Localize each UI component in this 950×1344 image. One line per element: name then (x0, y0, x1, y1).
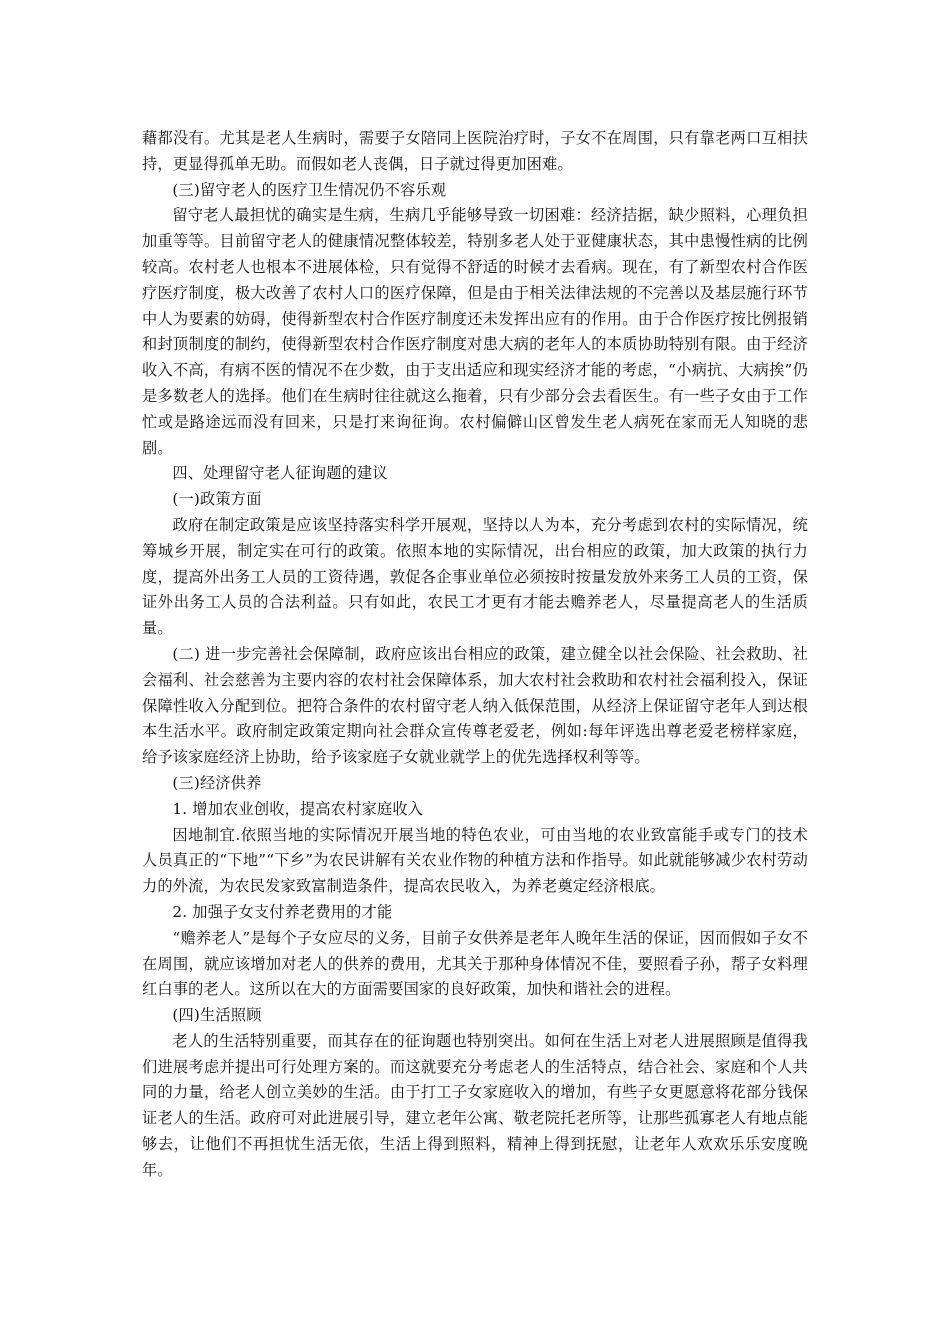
body-paragraph: (二) 进一步完善社会保障制，政府应该出台相应的政策，建立健全以社会保险、社会救助、社会福利、社会慈善为主要内容的农村社会保障体系，加大农村社会救助和农村社会福利投入，保证保障性收入分配到位。把符合条件的农村留守老人纳入低保范围，从经济上保证留守老年人到达根本生活水平。政府制定政策定期向社会群众宣传尊老爱老，例如:每年评选出尊老爱老榜样家庭，给予该家庭经济上协助，给予该家庭子女就业就学上的优先选择权利等等。 (142, 644, 808, 767)
subsection-heading: (一)政策方面 (172, 490, 262, 509)
body-paragraph: 老人的生活特别重要，而其存在的征询题也特别突出。如何在生活上对老人进展照顾是值得我们进展考虑并提出可行处理方案的。而这就要充分考虑老人的生活特点，结合社会、家庭和个人共同的力量，给老人创立美妙的生活。由于打工子女家庭收入的增加，有些子女更愿意将花部分钱保证老人的生活。政府可对此进展引导，建立老年公寓、敬老院托老所等，让那些孤寡老人有地点能够去，让他们不再担忧生活无依，生活上得到照料，精神上得到抚慰，让老年人欢欢乐乐安度晚年。 (142, 1031, 808, 1179)
body-paragraph: 藉都没有。尤其是老人生病时，需要子女陪同上医院治疗时，子女不在周围，只有靠老两口互相扶持，更显得孤单无助。而假如老人丧偶，日子就过得更加困难。 (142, 129, 808, 173)
body-paragraph: 政府在制定政策是应该坚持落实科学开展观，坚持以人为本，充分考虑到农村的实际情况，统筹城乡开展，制定实在可行的政策。依照本地的实际情况，出台相应的政策，加大政策的执行力度，提高外出务工人员的工资待遇，敦促各企事业单位必须按时按量发放外来务工人员的工资，保证外出务工人员的合法利益。只有如此，农民工才更有才能去赡养老人，尽量提高老人的生活质量。 (142, 515, 808, 638)
document-page (142, 126, 808, 1184)
subsection-heading: 2. 加强子女支付养老费用的才能 (172, 902, 393, 921)
body-paragraph: 因地制宜.依照当地的实际情况开展当地的特色农业，可由当地的农业致富能手或专门的技术人员真正的“下地”“下乡”为农民讲解有关农业作物的种植方法和作指导。如此就能够减少农村劳动力的外流，为农民发家致富制造条件，提高农民收入，为养老奠定经济根底。 (142, 825, 808, 896)
subsection-heading: (三)经济供养 (172, 773, 262, 792)
section-heading: 四、处理留守老人征询题的建议 (172, 464, 388, 483)
body-paragraph: 留守老人最担忧的确实是生病，生病几乎能够导致一切困难：经济拮据，缺少照料，心理负担加重等等。目前留守老人的健康情况整体较差，特别多老人处于亚健康状态，其中患慢性病的比例较高。农村老人也根本不进展体检，只有觉得不舒适的时候才去看病。现在，有了新型农村合作医疗医疗制度，极大改善了农村人口的医疗保障，但是由于相关法律法规的不完善以及基层施行环节中人为要素的妨碍，使得新型农村合作医疗制度还未发挥出应有的作用。由于合作医疗按比例报销和封顶制度的制约，使得新型农村合作医疗制度对患大病的老年人的本质协助特别有限。由于经济收入不高，有病不医的情况不在少数，由于支出适应和现实经济才能的考虑，“小病抗、大病挨”仍是多数老人的选择。他们在生病时往往就这么拖着，只有少部分会去看医生。有一些子女由于工作忙或是路途远而没有回来，只是打来询征询。农村偏僻山区曾发生老人病死在家而无人知晓的悲剧。 (142, 206, 808, 457)
section-heading: (三)留守老人的医疗卫生情况仍不容乐观 (172, 180, 447, 199)
body-paragraph: “赡养老人”是每个子女应尽的义务，目前子女供养是老年人晚年生活的保证，因而假如子女不在周围，就应该增加对老人的供养的费用，尤其关于那种身体情况不佳，要照看子孙，帮子女料理红白事的老人。这所以在大的方面需要国家的良好政策，加快和谐社会的进程。 (142, 928, 808, 999)
subsection-heading: 1. 增加农业创收，提高农村家庭收入 (172, 799, 424, 818)
subsection-heading: (四)生活照顾 (172, 1006, 262, 1025)
